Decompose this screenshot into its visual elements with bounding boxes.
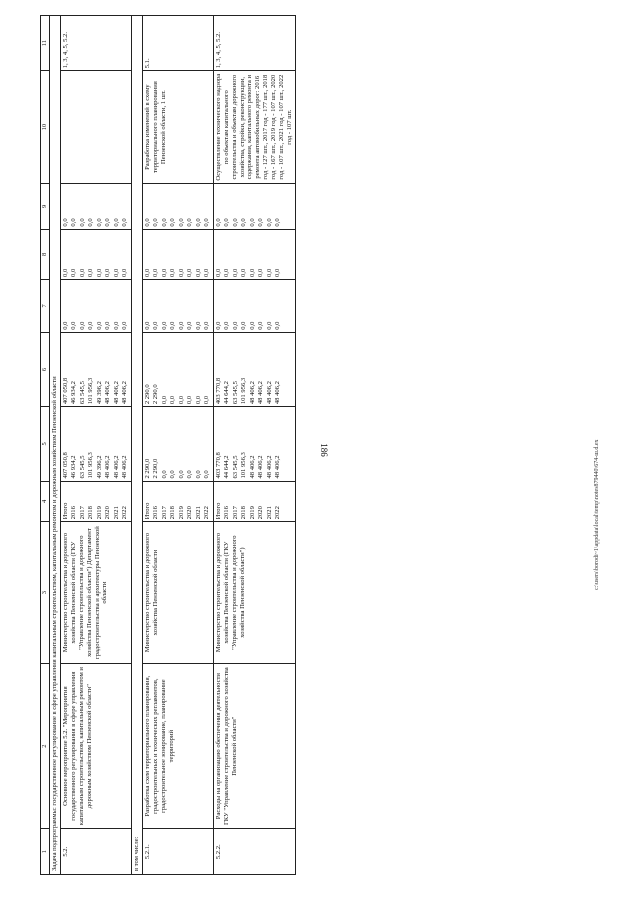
measure-name: Разработка схем территориального планирования, градостроительных и технических регламентов, градостроительное зонирование, планирование территорий	[142, 663, 213, 829]
value: 0,0	[169, 268, 177, 277]
value: 0,0	[95, 268, 103, 277]
measure-name: Основное мероприятие 5.2. "Мероприятия государственного регулирования в сфере управления капитальным строительством, капитальным ремонтом и дорожным хозяйством Пензенской области"	[60, 663, 131, 829]
year-label: 2017	[231, 506, 239, 520]
year-label: 2019	[177, 506, 185, 520]
value: 49 396,2	[95, 455, 103, 479]
value: 0,0	[87, 321, 95, 330]
col-header: 3	[41, 522, 50, 664]
table-row	[60, 16, 131, 875]
c5-cell	[213, 407, 295, 481]
value: 0,0	[194, 321, 202, 330]
c9-cell	[213, 184, 295, 230]
col-header: 1	[41, 829, 50, 875]
row-number: 5.2.	[60, 829, 131, 875]
task-row: Задача подпрограммы: государственное регулирование в сфере управления капитальным строительством, капитальным ремонтом и дорожным хозяйством Пензенской области	[50, 16, 61, 875]
value: 44 644,2	[223, 455, 231, 479]
year-label: 2021	[265, 506, 273, 520]
page-number: 186	[318, 443, 329, 457]
value: 0,0	[231, 321, 239, 330]
value: 407 050,8	[61, 377, 69, 405]
value: 0,0	[177, 321, 185, 330]
value: 0,0	[177, 268, 185, 277]
value: 0,0	[223, 268, 231, 277]
col-header: 2	[41, 663, 50, 829]
value: 0,0	[248, 218, 256, 227]
value: 0,0	[203, 470, 211, 479]
value: 0,0	[203, 321, 211, 330]
executor: Министерство строительства и дорожного хозяйства Пензенской области (ГКУ "Управление строительства и дорожного хозяйства Пензенской области") Департамент градостроительства и архитектуры Пензенской области	[60, 522, 131, 664]
value: 2 290,0	[152, 384, 160, 405]
c8-cell	[142, 229, 213, 279]
year-label: 2017	[78, 506, 86, 520]
value: 0,0	[61, 321, 69, 330]
value: 0,0	[160, 321, 168, 330]
value: 0,0	[194, 268, 202, 277]
value: 48 406,2	[274, 381, 282, 405]
value: 48 406,2	[112, 455, 120, 479]
value: 0,0	[87, 268, 95, 277]
value: 0,0	[240, 268, 248, 277]
c9-cell	[142, 184, 213, 230]
value: 0,0	[152, 321, 160, 330]
c9-cell	[60, 184, 131, 230]
value: 0,0	[257, 321, 265, 330]
value: 49 396,2	[95, 381, 103, 405]
value: 0,0	[240, 321, 248, 330]
row-number: 5.2.1.	[142, 829, 213, 875]
value: 0,0	[152, 218, 160, 227]
years-cell	[213, 481, 295, 522]
c7-cell	[142, 280, 213, 333]
year-label: 2016	[223, 506, 231, 520]
ref-cell: 1, 3, 4, 5, 5.2.	[213, 16, 295, 71]
year-label: 2016	[70, 506, 78, 520]
value: 48 406,2	[104, 381, 112, 405]
value: 0,0	[112, 218, 120, 227]
year-label: Итого	[143, 502, 151, 520]
c6-cell	[60, 332, 131, 406]
year-label: 2016	[152, 506, 160, 520]
value: 0,0	[152, 268, 160, 277]
value: 48 406,2	[248, 381, 256, 405]
year-label: 2018	[169, 506, 177, 520]
year-label: 2020	[186, 506, 194, 520]
executor: Министерство строительства и дорожного хозяйства Пензенской области	[142, 522, 213, 664]
value: 48 406,2	[121, 381, 129, 405]
c6-cell	[142, 332, 213, 406]
col-header: 7	[41, 280, 50, 333]
value: 48 406,2	[265, 455, 273, 479]
value: 48 406,2	[274, 455, 282, 479]
value: 0,0	[274, 268, 282, 277]
rotated-table-page	[40, 15, 585, 875]
value: 0,0	[257, 218, 265, 227]
col-header: 10	[41, 71, 50, 184]
value: 48 406,2	[104, 455, 112, 479]
value: 2 290,0	[143, 384, 151, 405]
year-label: 2022	[274, 506, 282, 520]
col-header: 11	[41, 16, 50, 71]
year-label: 2020	[257, 506, 265, 520]
value: 0,0	[121, 321, 129, 330]
year-label: Итого	[214, 502, 222, 520]
years-cell	[142, 481, 213, 522]
measure-name: Расходы на организацию обеспечения деятельности ГКУ "Управление строительства и дорожного хозяйства Пензенской области"	[213, 663, 295, 829]
value: 0,0	[203, 395, 211, 405]
in-total-row: в том числе:	[131, 16, 142, 875]
value: 0,0	[78, 321, 86, 330]
year-label: 2017	[160, 506, 168, 520]
value: 0,0	[160, 268, 168, 277]
value: 0,0	[143, 321, 151, 330]
value: 0,0	[265, 321, 273, 330]
value: 0,0	[177, 395, 185, 405]
executor: Министерство строительства и дорожного хозяйства Пензенской области (ГКУ "Управление строительства и дорожного хозяйства Пензенской области")	[213, 522, 295, 664]
value: 0,0	[186, 321, 194, 330]
value: 0,0	[104, 218, 112, 227]
value: 0,0	[194, 395, 202, 405]
value: 0,0	[240, 218, 248, 227]
value: 0,0	[214, 218, 222, 227]
value: 0,0	[112, 268, 120, 277]
year-label: 2021	[194, 506, 202, 520]
header-row	[41, 16, 50, 875]
year-label: 2018	[87, 506, 95, 520]
value: 0,0	[177, 470, 185, 479]
value: 0,0	[61, 218, 69, 227]
value: 46 934,2	[70, 455, 78, 479]
value: 0,0	[214, 321, 222, 330]
value: 403 770,8	[214, 377, 222, 405]
value: 0,0	[223, 218, 231, 227]
value: 0,0	[104, 321, 112, 330]
years-cell	[60, 481, 131, 522]
table-row	[213, 16, 295, 875]
col-header: 9	[41, 184, 50, 230]
value: 101 956,3	[87, 377, 95, 405]
value: 48 406,2	[112, 381, 120, 405]
table-row	[142, 16, 213, 875]
footer-path: c:\users\borodi~1\appdata\local\temp\notes879440\674-ш.d.ex	[594, 439, 600, 590]
col-header: 4	[41, 481, 50, 522]
result-cell	[60, 71, 131, 184]
value: 0,0	[265, 268, 273, 277]
value: 0,0	[231, 268, 239, 277]
value: 0,0	[203, 268, 211, 277]
value: 48 406,2	[265, 381, 273, 405]
value: 63 545,5	[231, 381, 239, 405]
value: 0,0	[248, 321, 256, 330]
value: 0,0	[274, 218, 282, 227]
value: 0,0	[160, 395, 168, 405]
value: 0,0	[95, 321, 103, 330]
year-label: 2020	[104, 506, 112, 520]
value: 0,0	[70, 321, 78, 330]
value: 0,0	[104, 268, 112, 277]
c8-cell	[60, 229, 131, 279]
value: 0,0	[194, 218, 202, 227]
col-header: 8	[41, 229, 50, 279]
value: 44 644,2	[223, 381, 231, 405]
value: 0,0	[121, 218, 129, 227]
value: 0,0	[78, 218, 86, 227]
value: 0,0	[223, 321, 231, 330]
value: 2 290,0	[143, 458, 151, 479]
col-header: 6	[41, 332, 50, 406]
value: 0,0	[231, 218, 239, 227]
value: 48 406,2	[257, 455, 265, 479]
value: 0,0	[169, 395, 177, 405]
year-label: 2022	[121, 506, 129, 520]
c5-cell	[142, 407, 213, 481]
value: 0,0	[169, 321, 177, 330]
value: 101 956,3	[87, 452, 95, 479]
value: 46 934,2	[70, 381, 78, 405]
ref-cell: 1, 3, 4, 5, 5.2.	[60, 16, 131, 71]
value: 0,0	[186, 395, 194, 405]
result-cell: Осуществление технического надзора по объектам капитального строительства и объектам дорожного хозяйства, стройки, реконструкции, содержания, капитального ремонта и ремонта автомобильных дорог: 2016 год - 127 шт., 2017 год - 177 шт., 2018 год - 167 шт., 2019 год - 107 шт., 2020 год - 107 шт., 2021 год - 107 шт., 2022 год - 107 шт.	[213, 71, 295, 184]
value: 0,0	[143, 218, 151, 227]
value: 0,0	[160, 218, 168, 227]
value: 407 050,8	[61, 452, 69, 479]
value: 0,0	[248, 268, 256, 277]
value: 101 956,3	[240, 452, 248, 479]
year-label: 2019	[95, 506, 103, 520]
value: 0,0	[169, 218, 177, 227]
value: 403 770,8	[214, 452, 222, 479]
col-header: 5	[41, 407, 50, 481]
value: 0,0	[70, 268, 78, 277]
value: 0,0	[214, 268, 222, 277]
value: 63 545,5	[78, 455, 86, 479]
year-label: 2018	[240, 506, 248, 520]
value: 0,0	[169, 470, 177, 479]
value: 0,0	[87, 218, 95, 227]
value: 0,0	[95, 218, 103, 227]
value: 0,0	[274, 321, 282, 330]
value: 0,0	[78, 268, 86, 277]
c8-cell	[213, 229, 295, 279]
value: 63 545,5	[78, 381, 86, 405]
value: 48 406,2	[121, 455, 129, 479]
value: 0,0	[186, 268, 194, 277]
c7-cell	[60, 280, 131, 333]
value: 0,0	[186, 218, 194, 227]
value: 0,0	[143, 268, 151, 277]
c7-cell	[213, 280, 295, 333]
value: 0,0	[265, 218, 273, 227]
value: 0,0	[177, 218, 185, 227]
value: 0,0	[112, 321, 120, 330]
value: 0,0	[257, 268, 265, 277]
value: 0,0	[203, 218, 211, 227]
value: 0,0	[194, 470, 202, 479]
value: 0,0	[160, 470, 168, 479]
value: 0,0	[70, 218, 78, 227]
ref-cell: 5.1.	[142, 16, 213, 71]
value: 63 545,5	[231, 455, 239, 479]
year-label: 2021	[112, 506, 120, 520]
value: 0,0	[186, 470, 194, 479]
row-number: 5.2.2.	[213, 829, 295, 875]
value: 48 406,2	[248, 455, 256, 479]
c6-cell	[213, 332, 295, 406]
year-label: Итого	[61, 502, 69, 520]
value: 101 956,3	[240, 377, 248, 405]
value: 0,0	[121, 268, 129, 277]
c5-cell	[60, 407, 131, 481]
value: 0,0	[61, 268, 69, 277]
program-table	[40, 15, 296, 875]
result-cell: Разработка изменений в схему территориального планирования Пензенской области, 1 шт.	[142, 71, 213, 184]
year-label: 2022	[203, 506, 211, 520]
value: 48 406,2	[257, 381, 265, 405]
year-label: 2019	[248, 506, 256, 520]
value: 2 290,0	[152, 458, 160, 479]
